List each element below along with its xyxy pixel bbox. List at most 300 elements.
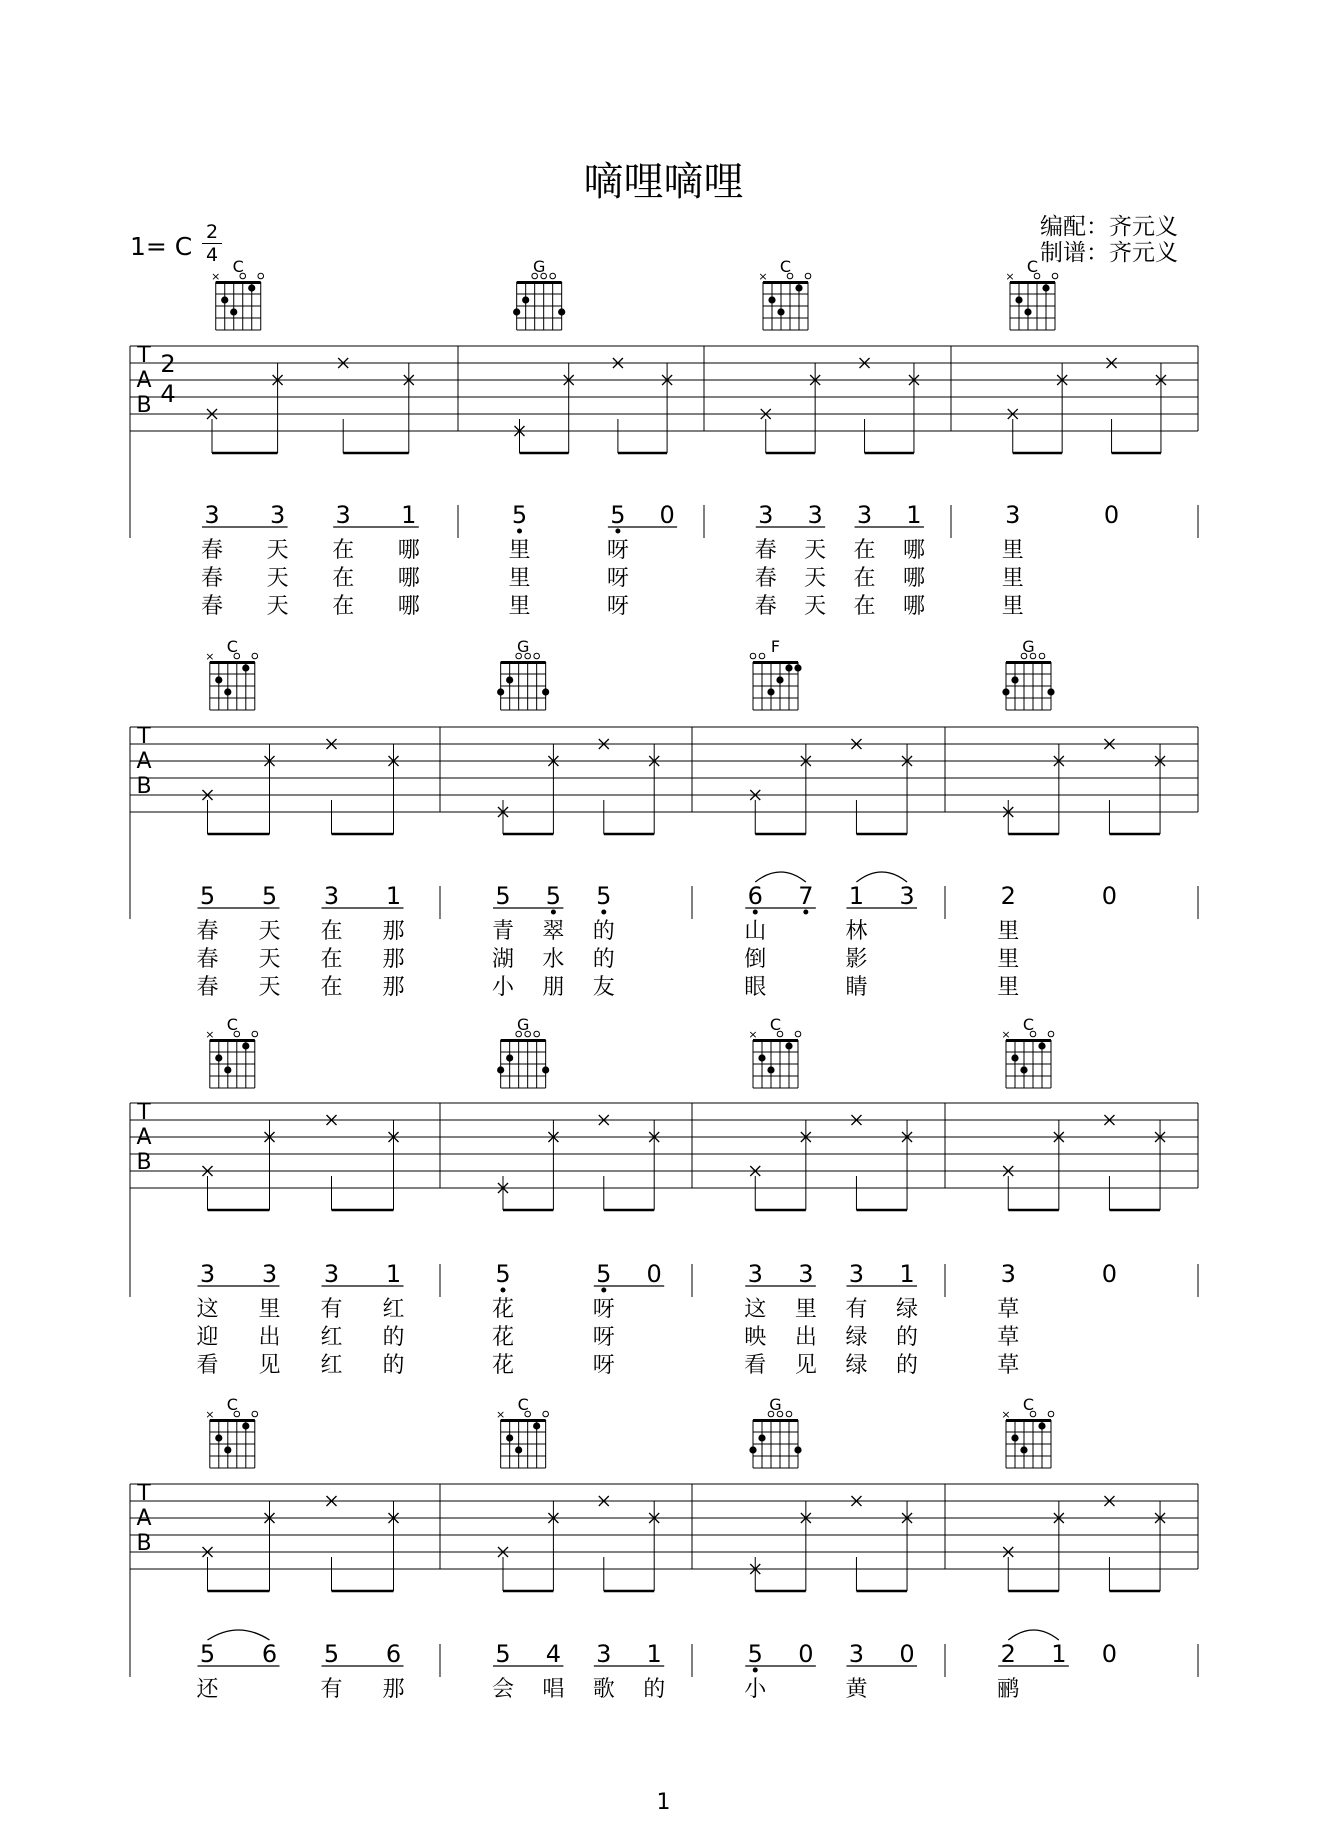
chord-finger-dot — [533, 1422, 540, 1429]
lyric-char: 的 — [643, 1677, 666, 1702]
tab-clef-letter: A — [136, 1506, 152, 1531]
octave-dot — [753, 910, 758, 915]
chord-finger-dot — [497, 688, 504, 695]
chord-finger-dot — [224, 688, 231, 695]
notation-note: 1 — [385, 1260, 402, 1288]
chord-nut — [517, 281, 562, 284]
chord-finger-dot — [1024, 308, 1031, 315]
chord-diagram-C — [1001, 1015, 1053, 1088]
chord-diagram-C — [1001, 1395, 1053, 1468]
notation-note: 5 — [545, 882, 562, 910]
notation-note: 3 — [204, 501, 220, 529]
chord-open-string — [543, 1411, 549, 1417]
lyric-char: 哪 — [902, 594, 925, 619]
chord-finger-dot — [1038, 1042, 1045, 1049]
lyric-char: 里 — [1001, 538, 1024, 563]
notation-note: 5 — [323, 1640, 340, 1668]
lyric-char: 的 — [382, 1325, 405, 1350]
chord-finger-dot — [515, 1446, 522, 1453]
lyric-char: 青 — [491, 919, 515, 944]
lyric-char: 哪 — [397, 538, 420, 563]
slur — [856, 872, 907, 882]
lyric-char: 还 — [196, 1677, 219, 1702]
notation-note: 5 — [747, 1640, 763, 1668]
notation-note: 0 — [899, 1640, 915, 1668]
lyric-char: 里 — [997, 975, 1020, 1000]
chord-open-string — [1039, 653, 1045, 659]
chord-name: G — [532, 257, 546, 276]
octave-dot — [551, 910, 556, 915]
notation-note: 6 — [261, 1640, 278, 1668]
notation-note: 5 — [199, 882, 216, 910]
chord-finger-dot — [215, 676, 222, 683]
octave-dot — [601, 910, 606, 915]
notation-note: 1 — [401, 501, 417, 529]
notation-note: 5 — [495, 882, 511, 910]
chord-diagram-G — [749, 1395, 801, 1468]
lyric-char: 红 — [320, 1325, 343, 1350]
chord-finger-dot — [1011, 676, 1018, 683]
chord-diagram-C — [758, 257, 810, 330]
notation-note: 1 — [906, 501, 922, 529]
chord-nut — [753, 1419, 798, 1422]
lyric-char: 呀 — [606, 566, 629, 591]
lyric-char: 那 — [382, 947, 405, 972]
notation-note: 0 — [646, 1260, 662, 1288]
lyric-char: 哪 — [902, 538, 925, 563]
notation-note: 3 — [758, 501, 774, 529]
lyric-char: 春 — [196, 919, 219, 944]
lyric-char: 天 — [804, 594, 827, 619]
chord-nut — [1006, 1419, 1051, 1422]
chord-name: C — [232, 257, 244, 276]
chord-finger-dot — [768, 296, 775, 303]
lyric-char: 呀 — [592, 1297, 615, 1322]
chord-finger-dot — [230, 308, 237, 315]
lyric-char: 那 — [382, 1677, 405, 1702]
chord-finger-dot — [758, 1054, 765, 1061]
slur — [208, 1630, 270, 1640]
lyric-char: 春 — [196, 975, 219, 1000]
lyric-char: 黄 — [845, 1677, 868, 1702]
arranger-credit: 编配：齐元义 — [1040, 214, 1178, 240]
chord-finger-dot — [1038, 1422, 1045, 1429]
lyric-char: 眼 — [744, 975, 767, 1000]
chord-muted-string: × — [205, 1028, 215, 1041]
notation-note: 3 — [798, 1260, 814, 1288]
tab-clef-letter: B — [136, 1531, 152, 1556]
chord-nut — [501, 1039, 546, 1042]
chord-name: G — [769, 1395, 782, 1414]
notation-note: 5 — [610, 501, 626, 529]
chord-name: C — [779, 257, 792, 276]
notation-note: 1 — [646, 1640, 662, 1668]
chord-diagram-C — [496, 1395, 548, 1468]
chord-open-string — [805, 273, 811, 279]
chord-diagram-G — [513, 257, 565, 330]
system-2 — [130, 724, 1198, 1000]
lyric-char: 鹂 — [997, 1677, 1020, 1702]
lyric-char: 里 — [508, 566, 531, 591]
lyric-char: 那 — [382, 975, 405, 1000]
chord-finger-dot — [794, 664, 801, 671]
lyric-char: 绿 — [845, 1353, 868, 1378]
chord-name: G — [1022, 637, 1035, 656]
key-signature: 1= C — [130, 232, 193, 261]
lyric-char: 在 — [853, 594, 876, 619]
page-number: 1 — [656, 1790, 671, 1815]
notation-note: 0 — [798, 1640, 814, 1668]
lyric-char: 春 — [200, 594, 224, 619]
tab-clef-letter: T — [137, 343, 151, 368]
lyric-char: 绿 — [896, 1297, 919, 1322]
lyric-char: 春 — [754, 594, 777, 619]
lyric-char: 里 — [508, 594, 531, 619]
chord-finger-dot — [767, 1066, 774, 1073]
lyric-char: 见 — [794, 1353, 817, 1378]
chord-diagram-C — [748, 1015, 800, 1088]
chord-open-string — [252, 653, 258, 659]
octave-dot — [517, 529, 522, 534]
notation-note: 6 — [385, 1640, 402, 1668]
chord-finger-dot — [513, 308, 520, 315]
notation-note: 4 — [545, 1640, 562, 1668]
lyric-char: 天 — [258, 947, 281, 972]
chord-finger-dot — [776, 676, 783, 683]
chord-name: C — [1022, 1015, 1035, 1034]
notation-note: 1 — [1051, 1640, 1067, 1668]
lyric-char: 草 — [997, 1297, 1020, 1322]
notation-note: 3 — [848, 1640, 865, 1668]
lyric-char: 在 — [332, 538, 355, 563]
lyric-char: 花 — [491, 1297, 515, 1322]
lyric-char: 在 — [853, 538, 876, 563]
time-signature-bottom: 4 — [205, 244, 219, 266]
lyric-char: 有 — [320, 1297, 343, 1322]
notation-note: 3 — [848, 1260, 865, 1288]
lyric-char: 呀 — [592, 1325, 615, 1350]
lyric-char: 出 — [794, 1325, 817, 1350]
chord-finger-dot — [221, 296, 228, 303]
notation-note: 5 — [495, 1640, 511, 1668]
notation-note: 5 — [596, 882, 612, 910]
chord-diagram-G — [1002, 637, 1054, 710]
chord-finger-dot — [506, 676, 513, 683]
chord-name: G — [516, 637, 530, 656]
lyric-char: 里 — [1001, 594, 1024, 619]
lyric-char: 哪 — [902, 566, 925, 591]
chord-diagram-G — [497, 637, 549, 710]
chord-finger-dot — [1020, 1446, 1027, 1453]
lyric-char: 里 — [794, 1297, 817, 1322]
notation-note: 7 — [798, 882, 814, 910]
chord-finger-dot — [1015, 296, 1022, 303]
chord-muted-string: × — [205, 1408, 215, 1421]
lyric-char: 见 — [258, 1353, 281, 1378]
notation-note: 3 — [596, 1640, 612, 1668]
chord-finger-dot — [758, 1434, 765, 1441]
chord-finger-dot — [767, 688, 774, 695]
lyric-char: 在 — [332, 594, 355, 619]
chord-name: G — [516, 1015, 530, 1034]
notation-note: 3 — [807, 501, 823, 529]
chord-diagram-G — [497, 1015, 549, 1088]
lyric-char: 呀 — [606, 594, 629, 619]
lyric-char: 的 — [382, 1353, 405, 1378]
chord-finger-dot — [506, 1054, 513, 1061]
lyric-char: 看 — [744, 1353, 767, 1378]
lyric-char: 花 — [491, 1325, 515, 1350]
chord-name: C — [226, 1015, 238, 1034]
lyric-char: 湖 — [491, 947, 515, 972]
chord-finger-dot — [224, 1446, 231, 1453]
chord-nut — [501, 1419, 546, 1422]
lyric-char: 春 — [200, 566, 224, 591]
chord-finger-dot — [558, 308, 565, 315]
notation-note: 2 — [1000, 882, 1016, 910]
chord-name: C — [769, 1015, 782, 1034]
lyric-char: 天 — [258, 975, 281, 1000]
lyric-char: 翠 — [542, 919, 565, 944]
lyric-char: 天 — [266, 566, 289, 591]
lyric-char: 红 — [320, 1353, 343, 1378]
lyric-char: 林 — [845, 919, 868, 944]
lyric-char: 哪 — [397, 594, 420, 619]
lyric-char: 这 — [744, 1297, 767, 1322]
notation-note: 3 — [335, 501, 351, 529]
lyric-char: 天 — [266, 594, 289, 619]
chord-nut — [216, 281, 261, 284]
chord-diagram-C — [205, 1015, 257, 1088]
lyric-char: 草 — [997, 1325, 1020, 1350]
chord-nut — [210, 1039, 255, 1042]
lyric-char: 天 — [266, 538, 289, 563]
chord-finger-dot — [242, 1042, 249, 1049]
lyric-char: 在 — [853, 566, 876, 591]
lyric-char: 里 — [258, 1297, 281, 1322]
lyric-char: 山 — [744, 919, 767, 944]
chord-open-string — [759, 653, 765, 659]
lyric-char: 唱 — [542, 1677, 565, 1702]
lyric-char: 影 — [845, 947, 868, 972]
chord-nut — [501, 661, 546, 664]
chord-name: C — [517, 1395, 529, 1414]
octave-dot — [501, 1288, 506, 1293]
lyric-char: 在 — [320, 975, 343, 1000]
chord-finger-dot — [242, 664, 249, 671]
chord-diagram-C — [211, 257, 263, 330]
tab-time-bottom: 4 — [160, 380, 176, 408]
chord-nut — [210, 1419, 255, 1422]
lyric-char: 天 — [258, 919, 281, 944]
notation-note: 3 — [323, 882, 340, 910]
chord-open-string — [258, 273, 264, 279]
notation-note: 0 — [1103, 501, 1120, 529]
chord-finger-dot — [794, 1446, 801, 1453]
chord-finger-dot — [522, 296, 529, 303]
chord-name: C — [226, 637, 238, 656]
notation-note: 3 — [323, 1260, 340, 1288]
tab-clef-letter: T — [137, 1481, 151, 1506]
lyric-char: 倒 — [744, 947, 767, 972]
lyric-char: 在 — [320, 919, 343, 944]
notation-note: 1 — [899, 1260, 915, 1288]
lyric-char: 迎 — [196, 1325, 219, 1350]
lyric-char: 绿 — [845, 1325, 868, 1350]
chord-finger-dot — [215, 1434, 222, 1441]
chord-open-string — [252, 1411, 258, 1417]
transcriber-credit: 制谱：齐元义 — [1040, 240, 1178, 266]
notation-note: 3 — [261, 1260, 278, 1288]
lyric-char: 天 — [804, 538, 827, 563]
octave-dot — [803, 910, 808, 915]
lyric-char: 里 — [1001, 566, 1024, 591]
chord-finger-dot — [542, 1066, 549, 1073]
notation-note: 0 — [1101, 1640, 1118, 1668]
chord-open-string — [1048, 1031, 1054, 1037]
notation-note: 1 — [848, 882, 865, 910]
lyric-char: 在 — [320, 947, 343, 972]
notation-note: 3 — [269, 501, 286, 529]
notation-note: 5 — [511, 501, 528, 529]
chord-diagram-F — [750, 637, 801, 710]
chord-finger-dot — [1011, 1054, 1018, 1061]
lyric-char: 春 — [200, 538, 224, 563]
chord-finger-dot — [497, 1066, 504, 1073]
chord-open-string — [1052, 273, 1058, 279]
lyric-char: 的 — [592, 919, 615, 944]
tab-clef-letter: A — [136, 1125, 152, 1150]
chord-muted-string: × — [211, 270, 221, 283]
lyric-char: 里 — [508, 538, 531, 563]
lyric-char: 那 — [382, 919, 405, 944]
chord-muted-string: × — [205, 650, 215, 663]
chord-open-string — [786, 1411, 792, 1417]
notation-note: 6 — [747, 882, 763, 910]
lyric-char: 小 — [491, 975, 515, 1000]
chord-nut — [1006, 1039, 1051, 1042]
chord-open-string — [534, 1031, 540, 1037]
chord-finger-dot — [242, 1422, 249, 1429]
lyric-char: 有 — [845, 1297, 868, 1322]
chord-open-string — [550, 273, 556, 279]
chord-finger-dot — [1042, 284, 1049, 291]
chord-name: F — [770, 637, 781, 656]
notation-note: 3 — [747, 1260, 763, 1288]
lyric-char: 春 — [754, 566, 777, 591]
lyric-char: 小 — [744, 1677, 767, 1702]
octave-dot — [753, 1668, 758, 1673]
lyric-char: 红 — [382, 1297, 405, 1322]
chord-finger-dot — [785, 664, 792, 671]
chord-finger-dot — [506, 1434, 513, 1441]
chord-finger-dot — [749, 1446, 756, 1453]
notation-note: 0 — [1101, 1260, 1118, 1288]
chord-diagram-C — [205, 637, 257, 710]
tab-clef-letter: B — [136, 1150, 152, 1175]
lyric-char: 的 — [896, 1325, 919, 1350]
chord-finger-dot — [1011, 1434, 1018, 1441]
chord-muted-string: × — [1001, 1028, 1011, 1041]
notation-note: 5 — [495, 1260, 511, 1288]
chord-finger-dot — [215, 1054, 222, 1061]
lyric-char: 出 — [258, 1325, 281, 1350]
chord-open-string — [252, 1031, 258, 1037]
chord-finger-dot — [1002, 688, 1009, 695]
tab-clef-letter: T — [137, 1100, 151, 1125]
lyric-char: 有 — [320, 1677, 343, 1702]
lyric-char: 友 — [592, 975, 615, 1000]
chord-diagram-C — [1005, 257, 1057, 330]
tab-clef-letter: B — [136, 393, 152, 418]
tab-time-top: 2 — [160, 350, 176, 378]
lyric-char: 天 — [804, 566, 827, 591]
chord-finger-dot — [1020, 1066, 1027, 1073]
notation-note: 1 — [385, 882, 402, 910]
chord-open-string — [750, 653, 756, 659]
chord-name: C — [1022, 1395, 1035, 1414]
chord-finger-dot — [785, 1042, 792, 1049]
lyric-char: 花 — [491, 1353, 515, 1378]
chord-nut — [210, 661, 255, 664]
notation-note: 2 — [1000, 1640, 1016, 1668]
notation-note: 0 — [659, 501, 675, 529]
lyric-char: 睛 — [845, 975, 868, 1000]
lyric-char: 呀 — [606, 538, 629, 563]
tab-clef-letter: T — [137, 724, 151, 749]
chord-nut — [763, 281, 808, 284]
chord-nut — [753, 661, 798, 664]
chord-nut — [1006, 661, 1051, 664]
chord-muted-string: × — [496, 1408, 506, 1421]
system-4 — [130, 1481, 1198, 1702]
slur — [1008, 1630, 1059, 1640]
tab-clef-letter: A — [136, 368, 152, 393]
notation-note: 5 — [596, 1260, 612, 1288]
chord-open-string — [534, 653, 540, 659]
lyric-char: 呀 — [592, 1353, 615, 1378]
octave-dot — [615, 529, 620, 534]
lyric-char: 的 — [896, 1353, 919, 1378]
slur — [755, 872, 806, 882]
chord-nut — [1010, 281, 1055, 284]
chord-name: C — [226, 1395, 238, 1414]
notation-note: 5 — [261, 882, 278, 910]
lyric-char: 春 — [196, 947, 219, 972]
lyric-char: 草 — [997, 1353, 1020, 1378]
lyric-char: 春 — [754, 538, 777, 563]
system-1 — [130, 343, 1198, 619]
chord-muted-string: × — [1005, 270, 1015, 283]
tab-clef-letter: A — [136, 749, 152, 774]
lyric-char: 歌 — [592, 1677, 615, 1702]
chord-finger-dot — [542, 688, 549, 695]
chord-muted-string: × — [748, 1028, 758, 1041]
chord-finger-dot — [224, 1066, 231, 1073]
song-title: 嘀哩嘀哩 — [583, 159, 744, 205]
lyric-char: 这 — [196, 1297, 219, 1322]
time-signature-top: 2 — [205, 221, 219, 243]
notation-note: 3 — [1000, 1260, 1016, 1288]
chord-finger-dot — [1047, 688, 1054, 695]
lyric-char: 的 — [592, 947, 615, 972]
chord-open-string — [795, 1031, 801, 1037]
system-3 — [130, 1100, 1198, 1378]
chord-finger-dot — [248, 284, 255, 291]
notation-note: 3 — [899, 882, 915, 910]
notation-note: 3 — [1005, 501, 1021, 529]
octave-dot — [601, 1288, 606, 1293]
